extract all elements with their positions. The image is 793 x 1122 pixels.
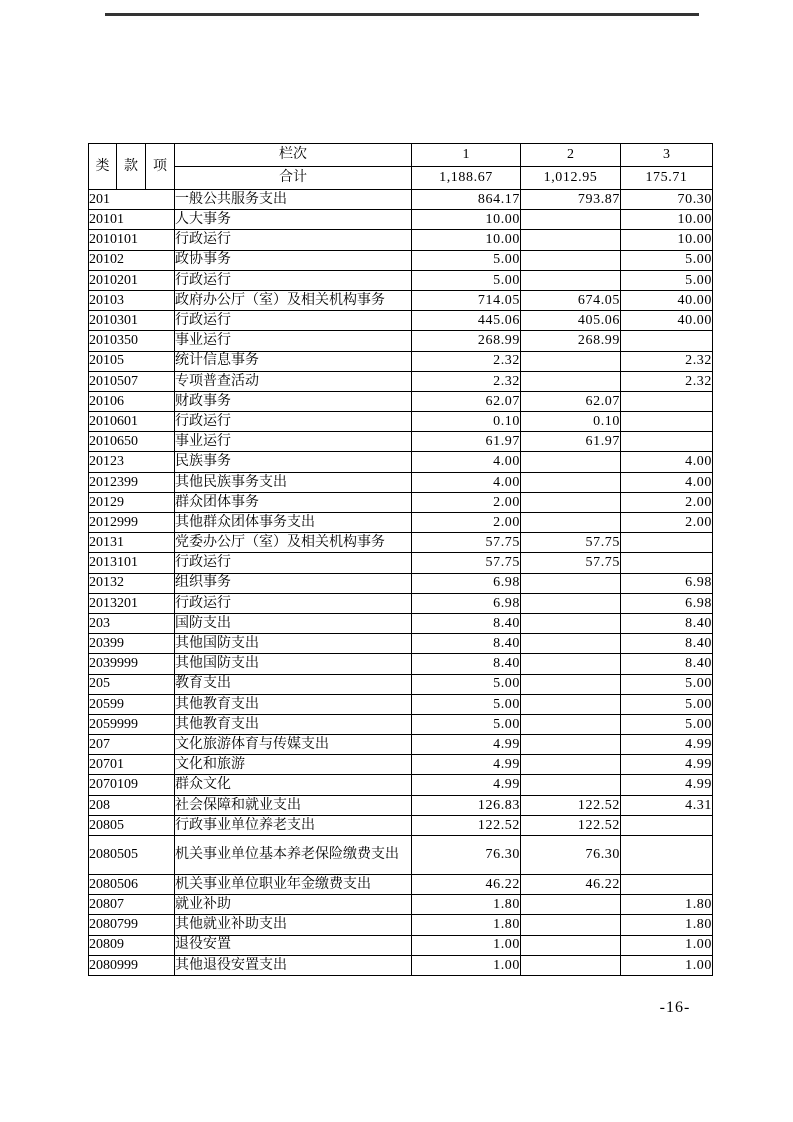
row-code: 207 <box>89 735 175 755</box>
row-name: 退役安置 <box>175 935 412 955</box>
row-name: 其他国防支出 <box>175 634 412 654</box>
page-number: -16- <box>659 999 691 1016</box>
row-col3: 2.32 <box>621 371 713 391</box>
row-col3: 1.00 <box>621 935 713 955</box>
row-col3 <box>621 331 713 351</box>
row-col1: 76.30 <box>412 836 521 875</box>
row-name: 人大事务 <box>175 210 412 230</box>
row-code: 20599 <box>89 694 175 714</box>
row-col2 <box>521 654 621 674</box>
header-row-columns <box>89 144 713 167</box>
table-row <box>89 795 713 815</box>
row-col1: 1.80 <box>412 915 521 935</box>
row-code: 203 <box>89 613 175 633</box>
row-col3: 4.99 <box>621 735 713 755</box>
row-name: 行政事业单位养老支出 <box>175 815 412 835</box>
table-row <box>89 250 713 270</box>
total-row-label: 合计 <box>175 167 412 190</box>
row-col3: 40.00 <box>621 290 713 310</box>
table-row <box>89 230 713 250</box>
row-col2 <box>521 935 621 955</box>
row-name: 其他退役安置支出 <box>175 955 412 975</box>
row-code: 2010507 <box>89 371 175 391</box>
col-header-1: 1 <box>412 144 521 167</box>
row-code: 2010350 <box>89 331 175 351</box>
row-col2 <box>521 714 621 734</box>
col-header-category: 类 <box>89 144 117 190</box>
row-col1: 4.99 <box>412 775 521 795</box>
table-row <box>89 714 713 734</box>
row-col2: 674.05 <box>521 290 621 310</box>
row-col2 <box>521 270 621 290</box>
row-name: 其他就业补助支出 <box>175 915 412 935</box>
row-name: 行政运行 <box>175 412 412 432</box>
row-code: 20123 <box>89 452 175 472</box>
row-code: 20805 <box>89 815 175 835</box>
row-name: 群众文化 <box>175 775 412 795</box>
row-col1: 6.98 <box>412 573 521 593</box>
row-col1: 2.32 <box>412 371 521 391</box>
row-col2: 0.10 <box>521 412 621 432</box>
table-row <box>89 674 713 694</box>
row-col2 <box>521 674 621 694</box>
row-name: 专项普查活动 <box>175 371 412 391</box>
row-name: 一般公共服务支出 <box>175 190 412 210</box>
row-code: 208 <box>89 795 175 815</box>
row-name: 其他民族事务支出 <box>175 472 412 492</box>
row-code: 2010601 <box>89 412 175 432</box>
row-name: 统计信息事务 <box>175 351 412 371</box>
row-col3 <box>621 432 713 452</box>
row-col1: 4.00 <box>412 452 521 472</box>
row-col1: 122.52 <box>412 815 521 835</box>
row-col1: 268.99 <box>412 331 521 351</box>
row-name: 文化和旅游 <box>175 755 412 775</box>
row-name: 政府办公厅（室）及相关机构事务 <box>175 290 412 310</box>
row-name: 其他教育支出 <box>175 694 412 714</box>
row-col1: 445.06 <box>412 311 521 331</box>
table-row <box>89 391 713 411</box>
row-col1: 1.00 <box>412 935 521 955</box>
row-col3: 4.00 <box>621 472 713 492</box>
row-code: 205 <box>89 674 175 694</box>
row-code: 2080505 <box>89 836 175 875</box>
row-col1: 8.40 <box>412 613 521 633</box>
row-code: 2059999 <box>89 714 175 734</box>
table-row <box>89 371 713 391</box>
row-col3 <box>621 875 713 895</box>
row-col2: 61.97 <box>521 432 621 452</box>
table-row <box>89 311 713 331</box>
row-code: 20102 <box>89 250 175 270</box>
table-row <box>89 190 713 210</box>
row-col2 <box>521 634 621 654</box>
table-row <box>89 290 713 310</box>
row-name: 行政运行 <box>175 230 412 250</box>
row-col3: 10.00 <box>621 230 713 250</box>
row-col3: 2.32 <box>621 351 713 371</box>
row-col2 <box>521 775 621 795</box>
row-col2: 57.75 <box>521 553 621 573</box>
table-row <box>89 654 713 674</box>
row-code: 2012399 <box>89 472 175 492</box>
row-col1: 864.17 <box>412 190 521 210</box>
row-col3: 8.40 <box>621 613 713 633</box>
row-col3: 1.80 <box>621 915 713 935</box>
total-col2: 1,012.95 <box>521 167 621 190</box>
row-col1: 8.40 <box>412 654 521 674</box>
row-col2 <box>521 371 621 391</box>
table-row <box>89 573 713 593</box>
row-code: 2070109 <box>89 775 175 795</box>
row-col2 <box>521 230 621 250</box>
table-row <box>89 553 713 573</box>
row-col2 <box>521 351 621 371</box>
row-col1: 57.75 <box>412 533 521 553</box>
row-name: 行政运行 <box>175 593 412 613</box>
row-col3: 1.80 <box>621 895 713 915</box>
row-col2: 46.22 <box>521 875 621 895</box>
table-row <box>89 331 713 351</box>
row-name: 其他国防支出 <box>175 654 412 674</box>
table-row <box>89 351 713 371</box>
row-code: 20101 <box>89 210 175 230</box>
row-col3 <box>621 412 713 432</box>
row-col3: 4.00 <box>621 452 713 472</box>
row-name: 事业运行 <box>175 331 412 351</box>
budget-table-body <box>89 190 713 976</box>
row-col3: 2.00 <box>621 492 713 512</box>
row-name: 事业运行 <box>175 432 412 452</box>
row-col3: 4.99 <box>621 775 713 795</box>
table-row <box>89 915 713 935</box>
row-col3: 4.31 <box>621 795 713 815</box>
row-name: 机关事业单位职业年金缴费支出 <box>175 875 412 895</box>
row-col2: 122.52 <box>521 795 621 815</box>
row-col3: 5.00 <box>621 270 713 290</box>
row-col1: 126.83 <box>412 795 521 815</box>
row-code: 20701 <box>89 755 175 775</box>
header-rule-divider <box>105 13 699 16</box>
row-code: 20105 <box>89 351 175 371</box>
row-col3 <box>621 533 713 553</box>
row-col3: 5.00 <box>621 714 713 734</box>
row-col3: 5.00 <box>621 250 713 270</box>
total-col1: 1,188.67 <box>412 167 521 190</box>
row-name: 群众团体事务 <box>175 492 412 512</box>
row-col1: 5.00 <box>412 270 521 290</box>
header-row-total <box>89 167 713 190</box>
row-col1: 5.00 <box>412 714 521 734</box>
row-col3: 40.00 <box>621 311 713 331</box>
row-code: 2010101 <box>89 230 175 250</box>
row-col3: 10.00 <box>621 210 713 230</box>
row-code: 2039999 <box>89 654 175 674</box>
row-code: 20106 <box>89 391 175 411</box>
row-col2 <box>521 593 621 613</box>
table-row <box>89 452 713 472</box>
row-code: 20129 <box>89 492 175 512</box>
row-col1: 6.98 <box>412 593 521 613</box>
row-col2 <box>521 513 621 533</box>
row-col3: 2.00 <box>621 513 713 533</box>
table-row <box>89 472 713 492</box>
row-name: 组织事务 <box>175 573 412 593</box>
row-col1: 714.05 <box>412 290 521 310</box>
row-col2 <box>521 472 621 492</box>
row-col1: 2.00 <box>412 492 521 512</box>
row-col1: 4.00 <box>412 472 521 492</box>
table-row <box>89 935 713 955</box>
row-col2 <box>521 735 621 755</box>
table-row <box>89 775 713 795</box>
row-name: 行政运行 <box>175 311 412 331</box>
table-row <box>89 815 713 835</box>
table-row <box>89 735 713 755</box>
table-row <box>89 210 713 230</box>
row-col1: 57.75 <box>412 553 521 573</box>
table-row <box>89 694 713 714</box>
row-col2 <box>521 955 621 975</box>
row-col1: 2.32 <box>412 351 521 371</box>
row-code: 20807 <box>89 895 175 915</box>
row-code: 2080999 <box>89 955 175 975</box>
row-name: 民族事务 <box>175 452 412 472</box>
col-header-section: 款 <box>117 144 146 190</box>
row-col2 <box>521 573 621 593</box>
row-name: 社会保障和就业支出 <box>175 795 412 815</box>
row-col3: 5.00 <box>621 674 713 694</box>
row-col2: 405.06 <box>521 311 621 331</box>
row-col1: 1.80 <box>412 895 521 915</box>
row-code: 201 <box>89 190 175 210</box>
row-code: 2080506 <box>89 875 175 895</box>
row-col2: 62.07 <box>521 391 621 411</box>
row-col2 <box>521 613 621 633</box>
row-code: 20131 <box>89 533 175 553</box>
row-col2: 793.87 <box>521 190 621 210</box>
table-row <box>89 513 713 533</box>
table-row <box>89 955 713 975</box>
row-col3: 8.40 <box>621 654 713 674</box>
row-col2: 76.30 <box>521 836 621 875</box>
row-col1: 4.99 <box>412 735 521 755</box>
row-code: 20809 <box>89 935 175 955</box>
row-col1: 1.00 <box>412 955 521 975</box>
row-code: 2010301 <box>89 311 175 331</box>
row-code: 2012999 <box>89 513 175 533</box>
table-row <box>89 412 713 432</box>
row-name: 行政运行 <box>175 270 412 290</box>
table-row <box>89 492 713 512</box>
table-row <box>89 634 713 654</box>
row-col3: 1.00 <box>621 955 713 975</box>
row-col1: 61.97 <box>412 432 521 452</box>
row-col3 <box>621 553 713 573</box>
row-col1: 5.00 <box>412 250 521 270</box>
table-row <box>89 432 713 452</box>
row-name: 其他教育支出 <box>175 714 412 734</box>
row-col2: 268.99 <box>521 331 621 351</box>
table-row <box>89 593 713 613</box>
col-header-lanci: 栏次 <box>175 144 412 167</box>
row-col3 <box>621 815 713 835</box>
col-header-item: 项 <box>146 144 175 190</box>
row-name: 国防支出 <box>175 613 412 633</box>
row-col2 <box>521 452 621 472</box>
row-col1: 2.00 <box>412 513 521 533</box>
row-code: 20103 <box>89 290 175 310</box>
row-col2 <box>521 694 621 714</box>
row-col2: 122.52 <box>521 815 621 835</box>
budget-table <box>88 143 713 976</box>
row-col3: 6.98 <box>621 593 713 613</box>
row-code: 2010201 <box>89 270 175 290</box>
col-header-2: 2 <box>521 144 621 167</box>
table-row <box>89 895 713 915</box>
row-col1: 10.00 <box>412 230 521 250</box>
row-code: 2080799 <box>89 915 175 935</box>
row-col3: 70.30 <box>621 190 713 210</box>
row-col1: 5.00 <box>412 694 521 714</box>
row-code: 20399 <box>89 634 175 654</box>
row-col3: 8.40 <box>621 634 713 654</box>
row-name: 政协事务 <box>175 250 412 270</box>
table-row <box>89 613 713 633</box>
table-row <box>89 270 713 290</box>
row-col2 <box>521 210 621 230</box>
row-col3: 6.98 <box>621 573 713 593</box>
row-name: 党委办公厅（室）及相关机构事务 <box>175 533 412 553</box>
row-name: 机关事业单位基本养老保险缴费支出 <box>175 836 412 875</box>
table-row <box>89 875 713 895</box>
row-code: 20132 <box>89 573 175 593</box>
col-header-3: 3 <box>621 144 713 167</box>
row-col2 <box>521 755 621 775</box>
row-col1: 8.40 <box>412 634 521 654</box>
budget-table-header <box>89 144 713 190</box>
table-row <box>89 836 713 875</box>
total-col3: 175.71 <box>621 167 713 190</box>
row-col2 <box>521 492 621 512</box>
row-name: 行政运行 <box>175 553 412 573</box>
row-name: 财政事务 <box>175 391 412 411</box>
row-col1: 4.99 <box>412 755 521 775</box>
row-col3: 5.00 <box>621 694 713 714</box>
row-name: 就业补助 <box>175 895 412 915</box>
row-col3 <box>621 391 713 411</box>
row-code: 2013201 <box>89 593 175 613</box>
row-col3: 4.99 <box>621 755 713 775</box>
row-name: 其他群众团体事务支出 <box>175 513 412 533</box>
row-name: 文化旅游体育与传媒支出 <box>175 735 412 755</box>
row-col2: 57.75 <box>521 533 621 553</box>
table-row <box>89 755 713 775</box>
row-col1: 10.00 <box>412 210 521 230</box>
row-col1: 46.22 <box>412 875 521 895</box>
row-col2 <box>521 915 621 935</box>
row-col2 <box>521 895 621 915</box>
row-col3 <box>621 836 713 875</box>
row-code: 2010650 <box>89 432 175 452</box>
row-name: 教育支出 <box>175 674 412 694</box>
row-col1: 62.07 <box>412 391 521 411</box>
row-col1: 0.10 <box>412 412 521 432</box>
row-code: 2013101 <box>89 553 175 573</box>
row-col2 <box>521 250 621 270</box>
row-col1: 5.00 <box>412 674 521 694</box>
table-row <box>89 533 713 553</box>
